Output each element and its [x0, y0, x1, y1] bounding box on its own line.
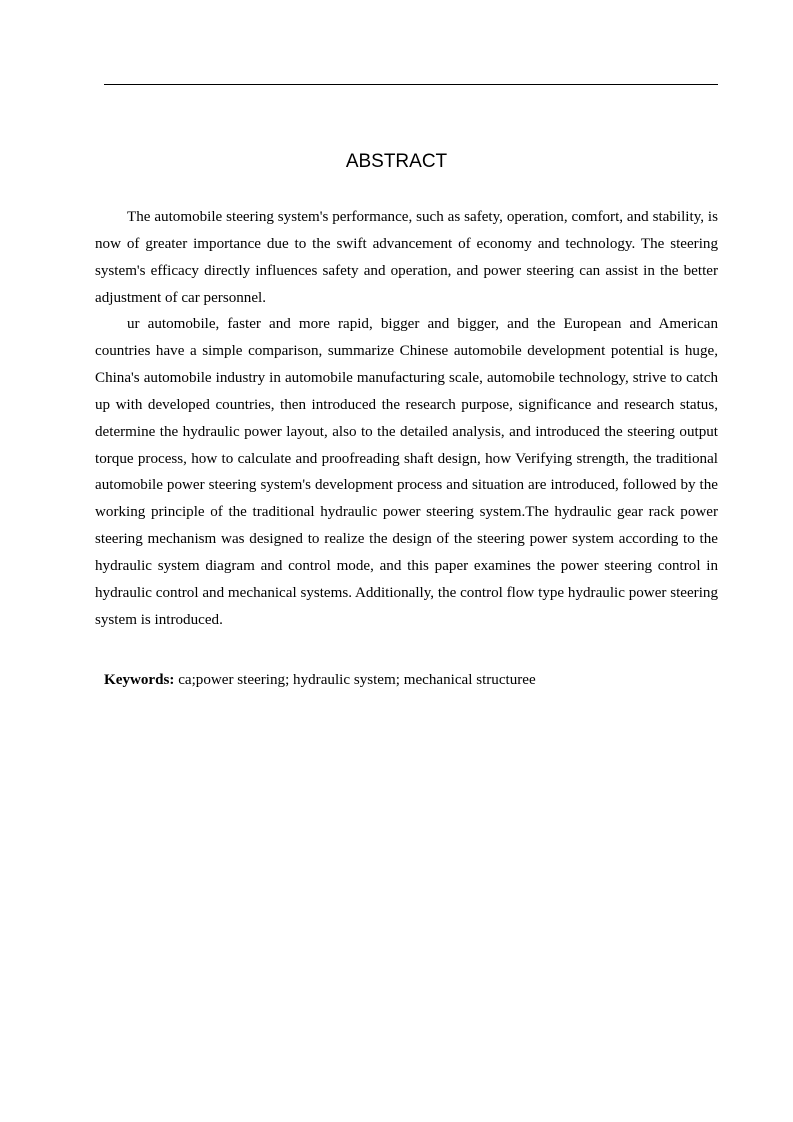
header-rule [104, 84, 718, 85]
keywords-text: ca;power steering; hydraulic system; mechanical structuree [174, 672, 536, 688]
keywords-line [104, 668, 718, 692]
abstract-paragraph-1: The automobile steering system's performance, such as safety, operation, comfort, and stability, is now of greater importance due to the swift advancement of economy and technology. The steering system's efficacy directly influences safety and operation, and power steering can assist in the better adjustment of car personnel. [95, 209, 718, 306]
abstract-body [95, 204, 718, 634]
keywords-label: Keywords: [104, 672, 175, 688]
abstract-paragraph-2: ur automobile, faster and more rapid, bigger and bigger, and the European and American countries have a simple comparison, summarize Chinese automobile development potential is huge, China's automobile industry in automobile manufacturing scale, automobile technology, strive to catch up with developed countries, then introduced the research purpose, significance and research status, determine the hydraulic power layout, also to the detailed analysis, and introduced the steering output torque process, how to calculate and proofreading shaft design, how Verifying strength, the traditional automobile power steering system's development process and situation are introduced, followed by the working principle of the traditional hydraulic power steering system.The hydraulic gear rack power steering mechanism was designed to realize the design of the steering power system according to the hydraulic system diagram and control mode, and this paper examines the power steering control in hydraulic control and mechanical systems. Additionally, the control flow type hydraulic power steering system is introduced. [95, 316, 718, 628]
abstract-title: ABSTRACT [345, 151, 448, 172]
